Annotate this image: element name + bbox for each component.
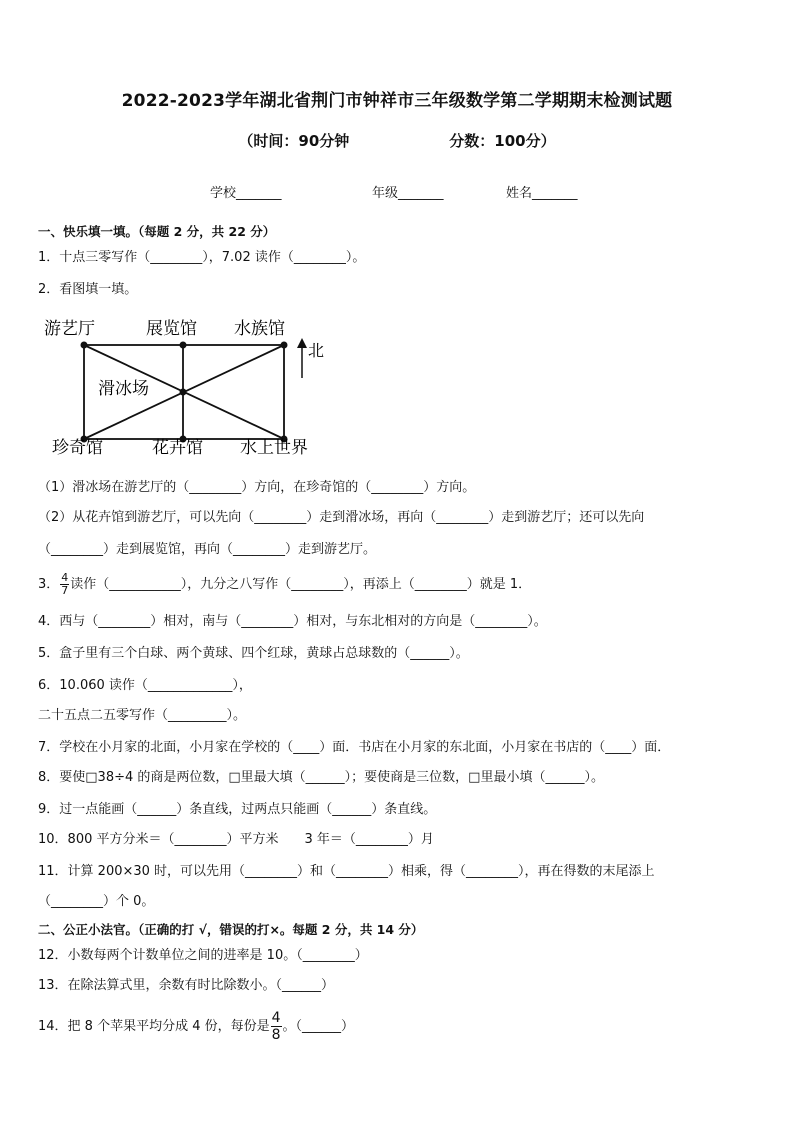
label-shuishangshijie: 水上世界 (240, 438, 308, 458)
question-2-2-line2: （________）走到展览馆，再向（________）走到游艺厅。 (38, 542, 377, 557)
question-2-1: （1）滑冰场在游艺厅的（________）方向，在珍奇馆的（________）方向。 (38, 480, 476, 495)
exam-time: （时间：90分钟 (238, 132, 350, 150)
section2-heading: 二、公正小法官。（正确的打 √，错误的打×。每题 2 分，共 14 分） (38, 922, 424, 937)
point-center (180, 389, 187, 396)
page-title: 2022-2023学年湖北省荆门市钟祥市三年级数学第二学期期末检测试题 (121, 91, 673, 111)
point-top-mid (180, 342, 187, 349)
question-5: 5．盒子里有三个白球、两个黄球、四个红球，黄球占总球数的（______）。 (38, 646, 469, 661)
fraction-4-7: $\frac{4}{7}$ (61, 571, 69, 597)
question-6-line2: 二十五点二五零写作（_________）。 (38, 708, 247, 723)
exam-score: 分数：100分） (449, 132, 556, 150)
label-huahuiguan: 花卉馆 (152, 438, 203, 458)
section1-heading: 一、快乐填一填。（每题 2 分，共 22 分） (38, 224, 276, 239)
exam-subtitle (0, 130, 794, 151)
label-youyiting: 游艺厅 (44, 319, 95, 339)
question-9: 9．过一点能画（______）条直线，过两点只能画（______）条直线。 (38, 802, 437, 817)
point-top-left (81, 342, 88, 349)
question-11-line2: （________）个 0。 (38, 894, 155, 909)
question-7: 7．学校在小月家的北面，小月家在学校的（____）面．书店在小月家的东北面，小月家在书店的（____）面． (38, 740, 671, 755)
name-field: 姓名_______ (506, 186, 578, 201)
label-zhenqiguan: 珍奇馆 (52, 438, 103, 458)
question-8: 8．要使□38÷4 的商是两位数，□里最大填（______）；要使商是三位数，□里最小填（______）。 (38, 770, 604, 785)
fraction-4-8: $\frac{4}{8}$ (271, 1010, 281, 1043)
point-top-right (281, 342, 288, 349)
label-shuizuguan: 水族馆 (234, 319, 285, 339)
label-zhanlanguan: 展览馆 (146, 319, 197, 339)
direction-map (38, 312, 338, 462)
question-4: 4．西与（________）相对，南与（________）相对，与东北相对的方向是（________）。 (38, 614, 547, 629)
school-field: 学校_______ (210, 186, 282, 201)
label-north: 北 (308, 341, 325, 360)
question-12: 12．小数每两个计数单位之间的进率是 10。（________） (38, 948, 368, 963)
north-arrow-icon (297, 338, 307, 348)
question-2: 2．看图填一填。 (38, 282, 138, 297)
question-6-line1: 6．10.060 读作（_____________）， (38, 678, 252, 693)
question-1: 1．十点三零写作（________），7.02 读作（________）。 (38, 250, 366, 265)
question-2-2-line1: （2）从花卉馆到游艺厅，可以先向（________）走到滑冰场，再向（________）走到游艺厅；还可以先向 (38, 510, 645, 525)
question-14: 14．把 8 个苹果平均分成 4 份，每份是 $\frac{4}{8}$ 。（______） (38, 1010, 355, 1043)
question-13: 13．在除法算式里，余数有时比除数小。（______） (38, 978, 335, 993)
question-11-line1: 11．计算 200×30 时，可以先用（________）和（________）相乘，得（________），再在得数的末尾添上 (38, 864, 655, 879)
question-3: 3． $\frac{4}{7}$ 读作（___________），九分之八写作（________），再添上（________）就是 1． (38, 571, 532, 597)
grade-field: 年级_______ (372, 186, 444, 201)
question-10: 10．800 平方分米＝（________）平方米 3 年＝（________）月 (38, 832, 434, 847)
label-huabingchang: 滑冰场 (98, 379, 149, 399)
